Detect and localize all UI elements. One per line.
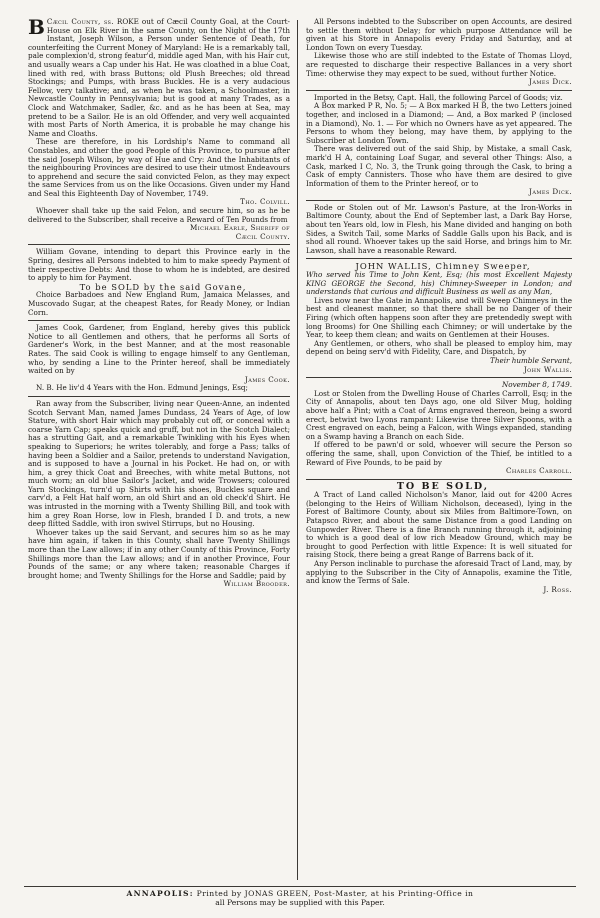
ad-note: N. B. He liv'd 4 Years with the Hon. Edmund Jenings, Esq; [36,383,248,393]
ad-heading: TO BE SOLD, [396,480,490,492]
signature: Michael Earle, Sheriff of [189,223,290,233]
ad-imported-goods [306,94,572,197]
signature: James Dick. [529,77,572,87]
ad-body: Any Person inclinable to purchase the aforesaid Tract of Land, may, by applying to the Subscriber in the City of Annapolis, examine the Title, and know the Terms of Sale. [306,559,572,586]
ad-stolen-horse [306,204,572,256]
printer-colophon [24,889,576,907]
signature: J. Ross. [543,584,572,594]
ad-date: November 8, 1749. [501,380,572,390]
ad-carroll-silver [306,381,572,476]
divider [28,244,290,245]
ad-land-for-sale [306,480,572,595]
colophon-text: all Persons may be supplied with this Paper. [215,898,385,907]
right-column [306,18,572,884]
ad-place-label: Cæcil County, ss. [46,18,114,26]
footer-divider [24,886,576,887]
signature: James Cook. [244,374,290,384]
ad-body: Imported in the Betsy, Capt. Hall, the following Parcel of Goods; viz. [314,92,563,102]
ad-body: Any Gentlemen, or others, who shall be pleased to employ him, may depend on being serv'd with Fidelity, Care, and Dispatch, by [306,338,572,357]
ad-heading: JOHN WALLIS, Chimney Sweeper, [355,261,531,272]
ad-body: ROKE out of Cæcil County Goal, at the Court-House on Elk River in the same County, on the Night of the 17th Instant, Joseph Wilson, a Person under Sentence of Death, for counterfeiting the Current Money of Maryland: He is a remarkably tall, pale complexion'd, strong featur'd, middle aged Man, with his Hair cut, and usually wears a Cap under his Hat. He was cloathed in a blue Coat, lined with red, with brass Buttons; old Plush Breeches; old thread Stockings; and Pumps, with brass Buckles. He is a very audacious Fellow, very talkative; and, as when he was taken, a Schoolmaster, in Newcastle County in Pennsylvania; but is good at many Trades, as a Clock and Watchmaker, Sadler, &c. and as he has been at Sea, may pretend to be a Sailor. He is an old Offender, and very well acquainted with most Parts of North America, it is probable he may change his Name and Cloaths. [28,18,290,138]
ad-heading: To be SOLD by the said Govane, [79,281,247,292]
ad-chimney-sweeper [306,262,572,374]
colophon-place: ANNAPOLIS: [126,889,194,898]
ad-escaped-felon [28,18,290,241]
ad-body: Whoever takes up the said Servant, and secures him so as he may have him again, if taken in this County, shall have Twenty Shillings more than the Law allows; if in any other County of this Province, Forty Shillings more than the Law allows; and if in another Province, Four Pounds of the same; or any where taken; reasonable Charges if brought home; and Twenty Shillings for the Horse and Saddle; paid by [28,527,290,580]
colophon-text: Printed by JONAS GREEN, Post-Master, at his Printing-Office in [196,889,474,898]
signature: Tho. Colvill. [240,197,290,207]
signature: Charles Carroll. [506,466,572,476]
divider [306,377,572,378]
divider [306,90,572,91]
divider [306,479,572,480]
ad-body: Whoever shall take up the said Felon, and secure him, so as he be delivered to the Subscriber, shall receive a Reward of Ten Pounds from [28,206,290,224]
signature: James Dick. [529,187,572,197]
ad-james-dick-accounts [306,18,572,87]
ad-body: William Govane, intending to depart this Province early in the Spring, desires all Persons indebted to him to make speedy Payment of their respective Debts: And those to whom he is indebted, are desired to apply to him for Payment. [28,247,290,283]
ad-body: Rode or Stolen out of Mr. Lawson's Pasture, at the Iron-Works in Baltimore County, about the End of September last, a Dark Bay Horse, about ten Years old, low in Flesh, his Mane divided and hanging on both Sides, a Switch Tail, some Marks of Saddle Galls upon his Back, and is shod all round. Whoever takes up the said Horse, and brings him to Mr. Lawson, shall have a reasonable Reward. [306,202,572,255]
ad-body: All Persons indebted to the Subscriber on open Accounts, are desired to settle them without Delay; for which purpose Attendance will be given at his Store in Annapolis every Friday and Saturday, and at London Town on every Tuesday. [306,18,572,52]
divider [306,258,572,259]
left-column [28,18,290,884]
ad-subtitle: Who served his Time to John Kent, Esq; (his most Excellent Majesty KING GEORGE the Second, his) Chimney-Sweeper in London; and understands that curious and difficult Business as well as any Man, [306,270,572,297]
ad-james-cook [28,324,290,393]
signature: John Wallis. [523,364,572,374]
ad-body: Ran away from the Subscriber, living near Queen-Anne, an indented Scotch Servant Man, named James Dundass, 24 Years of Age, of low Stature, with short Hair which may probably cut off, or conceal with a coarse Yarn Cap; speaks quick and gruff, but not in the Scotch Dialect; has a strutting Gait, and a remarkable Twinkling with his Eyes when speaking to Superiors; he writes tolerably, and forge a Pass; talks of having been a Soldier and a Sailor, pretends to understand Navigation, and is supposed to have a Journal in his Pocket. He had on, or with him, a grey thick Coat and Breeches, with white metal Buttons, not much worn; an old blue Sailor's Jacket, and wide Trowsers; coloured Yarn Stockings, turn'd up Shirts with his shoes, Buckles square and carv'd, a Felt Hat half worn, an old Shirt and an old check'd Shirt. He was intrusted in the morning with a Twenty Shilling Bill, and took with him a grey Roan Horse, low in Flesh, branded I D. and trots, a new deep flitted Saddle, with iron swivel Stirrups, but no Housing. [28,398,290,529]
ad-govane [28,248,290,317]
signature: Cæcil County. [235,231,290,241]
divider [306,200,572,201]
divider [28,320,290,321]
divider [28,396,290,397]
ad-body: Lives now near the Gate in Annapolis, and will Sweep Chimneys in the best and cleanest manner, so that there shall be no Danger of their Firing (which often happens soon after they are pretendedly swept with long Brooms) for One Shilling each Chimney; or will undertake by the Year, to keep them clean; and waits on Gentlemen at their Houses. [306,295,572,340]
ad-body: Likewise those who are still indebted to the Estate of Thomas Lloyd, are requested to discharge their respective Ballances in a very short Time: otherwise they may expect to be sued, without further Notice. [306,51,572,78]
ad-body: A Box marked P R, No. 5; — A Box marked H B, the two Letters joined together, and inclosed in a Diamond; — And, a Box marked P (inclosed in a Diamond), No. 1. — For which no Owners have as yet appeared. The Persons to whom they belong, may have them, by applying to the Subscriber at London Town. [306,101,572,145]
ad-body: Lost or Stolen from the Dwelling House of Charles Carroll, Esq; in the City of Annapolis, about ten Days ago, one old Silver Mug, holding above half a Pint; with a Coat of Arms engraved thereon, being a sword erect, betwixt two Lyons rampant: Likewise three Silver Spoons, with a Crest engraved on each, being a Falcon, with Wings expanded, standing on a Swamp having a Branch on each Side. [306,388,572,441]
column-divider [297,20,298,880]
ad-body: Choice Barbadoes and New England Rum, Jamaica Melasses, and Muscovado Sugar, at the cheapest Rates, for Ready Money, or Indian Corn. [28,290,290,317]
ad-body: These are therefore, in his Lordship's Name to command all Constables, and other the good People of this Province, to pursue after the said Joseph Wilson, by way of Hue and Cry: And the Inhabitants of the neighbouring Provinces are desired to use their utmost Endeavours to apprehend and secure the said convicted Felon, as they may expect the same Services from us on the like Occasions. Given under my Hand and Seal this Eighteenth Day of November, 1749. [28,137,290,198]
ad-body: There was delivered out of the said Ship, by Mistake, a small Cask, mark'd H A, containing Loaf Sugar, and several other Things: Also, a Cask, marked I C, No. 3, the Trunk going through the Cask, to bring a Cask of empty Cannisters. Those who have them are desired to give Information of them to the Printer hereof, or to [306,144,572,188]
signature: William Brooder. [223,579,290,589]
ad-body: James Cook, Gardener, from England, hereby gives this publick Notice to all Gentlemen and others, that he performs all Sorts of Gardener's Work, in the best Manner, and at the most reasonable Rates. The said Cook is willing to engage himself to any Gentleman, who, by sending a Line to the Printer hereof, shall be immediately waited on by [28,323,290,376]
signature: Their humble Servant, [490,355,572,365]
ad-runaway-servant [28,400,290,589]
drop-cap: B [28,18,45,39]
ad-body: If offered to be pawn'd or sold, whoever will secure the Person so offering the same, shall, upon Conviction of the Thief, be intitled to a Reward of Five Pounds, to be paid by [306,440,572,467]
ad-body: A Tract of Land called Nicholson's Manor, laid out for 4200 Acres (belonging to the Heirs of William Nicholson, deceased), lying in the Forest of Baltimore County, about six Miles from Baltimore-Town, on Patapsco River, and about the same Distance from a good Landing on Gunpowder River. There is a fine Branch running through it, adjoining to which is a good deal of low rich Meadow Ground, which may be brought to good Perfection with little Expence: It is well situated for raising Stock, there being a great Range of Barrens back of it. [306,490,572,560]
